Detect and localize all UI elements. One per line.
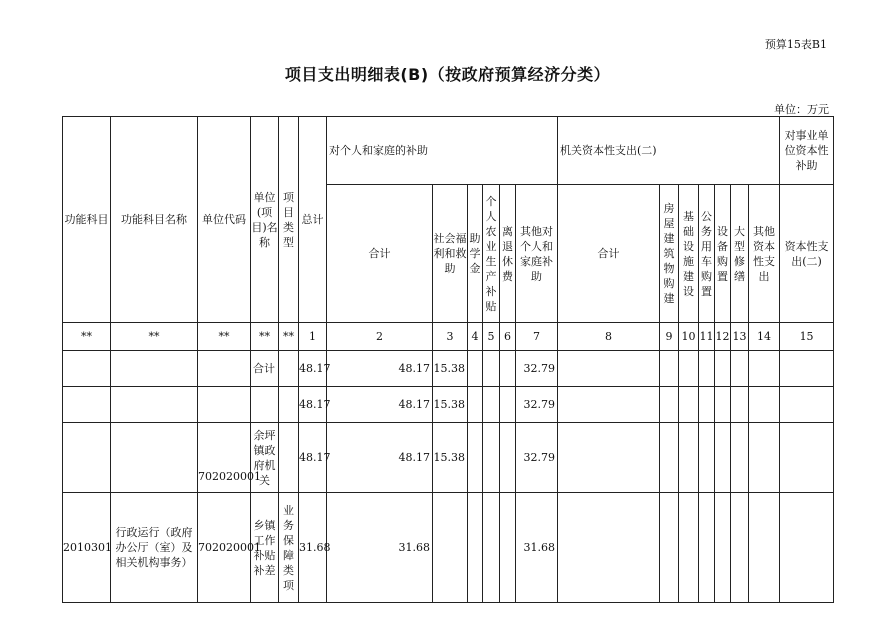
cell-empty [731,423,749,493]
cell-empty [468,493,483,603]
index-cell: ** [111,323,198,351]
cell-unit-code: 702020001 [198,493,251,603]
cell-personal-total: 48.17 [327,387,433,423]
cell-empty [558,423,660,493]
index-cell: 13 [731,323,749,351]
cell-empty [660,387,679,423]
cell-empty [749,351,780,387]
cell-empty [679,493,699,603]
index-cell: 2 [327,323,433,351]
header-unit-code: 单位代码 [198,117,251,323]
cell-personal-welfare: 15.38 [433,351,468,387]
cell-empty [715,423,731,493]
cell-personal-total: 48.17 [327,423,433,493]
table-row [63,423,834,493]
cell-empty [780,387,834,423]
cell-personal-total: 48.17 [327,351,433,387]
index-cell: 3 [433,323,468,351]
index-cell: 10 [679,323,699,351]
header-capital-car: 公务用车购置 [699,185,715,323]
cell-unit-code [198,387,251,423]
cell-project-type [279,351,299,387]
cell-empty [468,387,483,423]
unit-label: 单位：万元 [774,103,829,116]
index-cell: 9 [660,323,679,351]
header-enterprise-capital: 资本性支出(二) [780,185,834,323]
cell-func-code [63,351,111,387]
cell-empty [660,351,679,387]
index-cell: 11 [699,323,715,351]
cell-empty [500,387,516,423]
table-row [63,493,834,603]
cell-empty [715,493,731,603]
cell-unit-name: 乡镇工作补贴补差 [251,493,279,603]
cell-total: 48.17 [299,387,327,423]
cell-personal-welfare: 15.38 [433,423,468,493]
cell-empty [660,493,679,603]
header-personal-welfare: 社会福利和救助 [433,185,468,323]
cell-empty [468,351,483,387]
cell-func-code: 2010301 [63,493,111,603]
cell-total: 31.68 [299,493,327,603]
header-capital-other: 其他资本性支出 [749,185,780,323]
cell-unit-name: 余坪镇政府机关 [251,423,279,493]
cell-empty [699,423,715,493]
cell-project-type [279,387,299,423]
cell-empty [749,387,780,423]
cell-personal-other: 32.79 [516,351,558,387]
cell-empty [558,387,660,423]
cell-empty [679,351,699,387]
header-personal-stipend: 助学金 [468,185,483,323]
index-cell: 8 [558,323,660,351]
cell-func-name [111,423,198,493]
cell-empty [731,387,749,423]
cell-empty [749,423,780,493]
header-personal-total: 合计 [327,185,433,323]
table-row [63,387,834,423]
form-code: 预算15表B1 [764,38,827,51]
cell-personal-other: 32.79 [516,387,558,423]
cell-empty [679,387,699,423]
cell-empty [699,493,715,603]
cell-unit-name [251,387,279,423]
cell-func-name [111,351,198,387]
cell-unit-code: 702020001 [198,423,251,493]
cell-empty [780,423,834,493]
index-cell: ** [198,323,251,351]
cell-empty [699,351,715,387]
header-total: 总计 [299,117,327,323]
table-row [63,351,834,387]
index-cell: 6 [500,323,516,351]
cell-func-code [63,423,111,493]
index-cell: 7 [516,323,558,351]
cell-empty [483,387,500,423]
cell-personal-total: 31.68 [327,493,433,603]
cell-empty [780,351,834,387]
cell-personal-other: 31.68 [516,493,558,603]
cell-empty [699,387,715,423]
cell-func-name [111,387,198,423]
header-capital-building: 房屋建筑物购建 [660,185,679,323]
cell-empty [715,387,731,423]
header-personal-retire: 离退休费 [500,185,516,323]
page-title: 项目支出明细表(B)（按政府预算经济分类） [284,65,611,84]
header-capital-total: 合计 [558,185,660,323]
cell-empty [500,351,516,387]
header-capital-repair: 大型修缮 [731,185,749,323]
cell-empty [558,351,660,387]
cell-empty [660,423,679,493]
cell-empty [483,423,500,493]
header-capital-infra: 基础设施建设 [679,185,699,323]
cell-func-code [63,387,111,423]
index-cell: ** [63,323,111,351]
expenditure-table [62,116,834,603]
header-capital-equip: 设备购置 [715,185,731,323]
cell-empty [731,351,749,387]
cell-personal-other: 32.79 [516,423,558,493]
header-personal-other: 其他对个人和家庭补助 [516,185,558,323]
cell-total: 48.17 [299,351,327,387]
header-func-name: 功能科目名称 [111,117,198,323]
header-unit-name: 单位(项目)名称 [251,117,279,323]
header-project-type: 项目类型 [279,117,299,323]
cell-empty [679,423,699,493]
index-cell: 5 [483,323,500,351]
cell-total: 48.17 [299,423,327,493]
cell-empty [500,493,516,603]
index-cell: 4 [468,323,483,351]
header-personal-farm: 个人农业生产补贴 [483,185,500,323]
index-row [63,323,834,351]
cell-unit-name: 合计 [251,351,279,387]
header-group-enterprise: 对事业单位资本性补助 [780,117,834,185]
cell-func-name: 行政运行（政府办公厅（室）及相关机构事务） [111,493,198,603]
cell-empty [483,351,500,387]
cell-project-type: 业务保障类项 [279,493,299,603]
cell-empty [715,351,731,387]
cell-personal-welfare: 15.38 [433,387,468,423]
cell-empty [558,493,660,603]
cell-empty [749,493,780,603]
header-func-code: 功能科目 [63,117,111,323]
cell-personal-welfare [433,493,468,603]
index-cell: ** [279,323,299,351]
cell-unit-code [198,351,251,387]
header-group-capital: 机关资本性支出(二) [558,117,780,185]
cell-empty [731,493,749,603]
cell-empty [780,493,834,603]
header-group-personal: 对个人和家庭的补助 [327,117,558,185]
index-cell: 15 [780,323,834,351]
index-cell: 1 [299,323,327,351]
cell-empty [500,423,516,493]
index-cell: 14 [749,323,780,351]
cell-empty [483,493,500,603]
index-cell: 12 [715,323,731,351]
cell-empty [468,423,483,493]
cell-project-type [279,423,299,493]
index-cell: ** [251,323,279,351]
